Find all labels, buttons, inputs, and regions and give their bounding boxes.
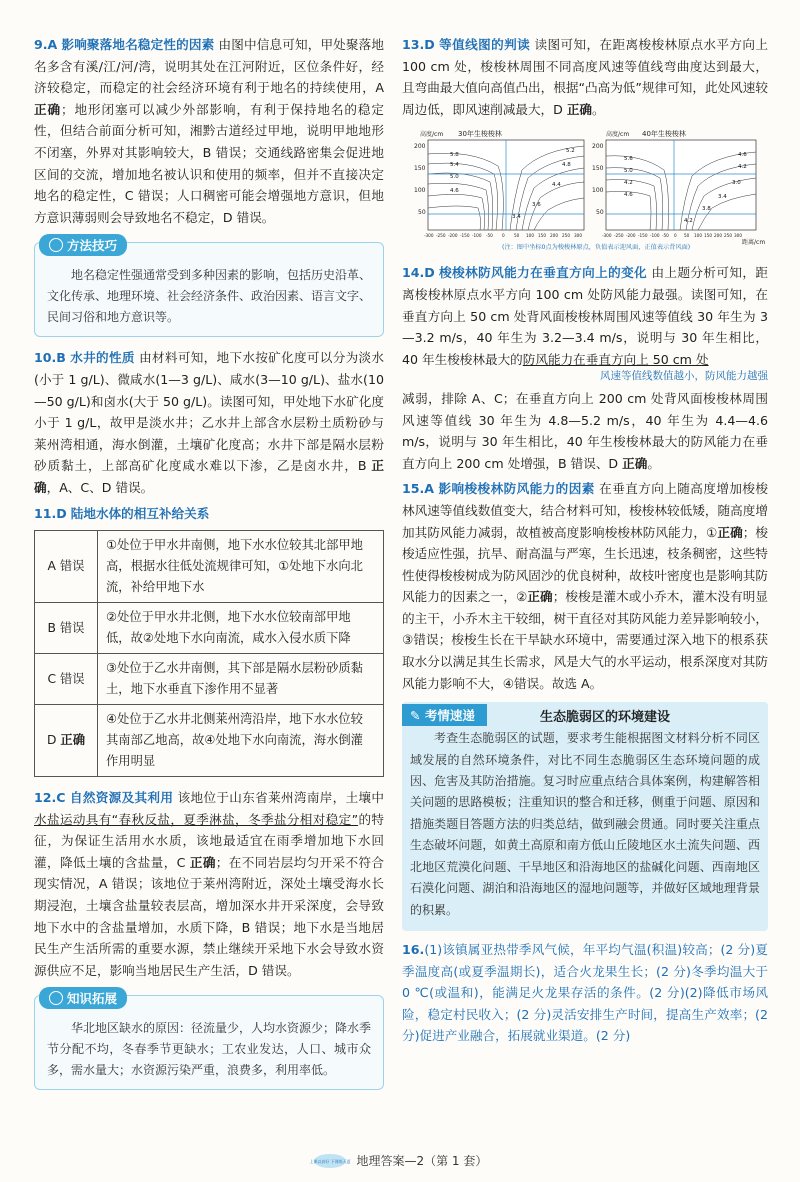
q9-paragraph (34, 34, 384, 228)
q14-text-a: 由上题分析可知，距离梭梭林原点水平方向 100 cm 处防风能力最强。读图可知，在垂直方向上 50 cm 处背风面梭梭林周围风速等值线 30 年生为 3—3.2 m/s，40 年生为 3.2—3.4 m/s，说明与 30 年生相比，40 年生梭梭林最大的 (402, 265, 768, 367)
exam-focus-tag: ✎ 考情速递 (402, 704, 487, 726)
fig-ylabel-right: 高度/cm (606, 131, 630, 139)
fig-xtick: 50 (514, 233, 520, 239)
fig-xtick: 50 (684, 233, 690, 239)
fig-contour-label: 5.6 (624, 156, 633, 163)
q10-topic: 水井的性质 (70, 350, 135, 366)
fig-ytick: 200 (592, 143, 604, 151)
q15-number: 15.A (402, 481, 435, 497)
q9-number: 9.A (34, 37, 58, 52)
fig-xtick: -50 (662, 233, 669, 239)
q15-text-b: ；梭梭适应性强，抗旱、耐高温与严寒，生长迅速，枝条稠密，这些特性使得梭梭树成为防风固沙的优良树种，故枝叶密度也是影响其防风能力的因素之一，② (402, 524, 769, 605)
fig-left-title: 30年生梭梭林 (458, 130, 502, 139)
q15-topic: 影响梭梭林防风能力的因素 (438, 481, 595, 497)
fig-contour-label: 5.4 (450, 162, 459, 169)
q10-number: 10.B (34, 350, 66, 366)
q10-ok: 正确 (34, 458, 384, 495)
fig-contour-label: 5.8 (450, 152, 459, 159)
method-tips-text: 地名稳定性强通常受到多种因素的影响，包括历史沿革、文化传承、地理环境、社会经济条件、政治因素、语言文字、民间习俗和地方意识等。 (47, 268, 372, 325)
fig-contour-label: 4.6 (450, 188, 459, 195)
table-row (35, 603, 384, 654)
q11-topic: 陆地水体的相互补给关系 (70, 505, 210, 521)
fig-contour-label: 4.2 (684, 218, 693, 225)
fig-contour-label: 4.2 (738, 164, 747, 171)
fig-xlabel: 距离/cm (742, 239, 766, 247)
fig-xtick: -300 (424, 233, 434, 239)
q14-number: 14.D (402, 265, 435, 281)
q13-ok: 正确 (566, 101, 593, 117)
fig-xtick: -250 (436, 233, 446, 239)
q11-number: 11.D (34, 505, 67, 521)
fig-xtick: 300 (734, 233, 742, 239)
exam-focus-label: 考情速递 (424, 708, 475, 724)
q12-paragraph (34, 787, 384, 981)
q15-paragraph (402, 478, 768, 694)
fig-xtick: 150 (538, 233, 546, 239)
fig-contour-label: 3.4 (512, 214, 521, 221)
table-row (35, 531, 384, 603)
q9-text-b: ；地形闭塞可以减少外部影响，有利于保持地名的稳定性，但结合前面分析可知，湘黔古道经过甲地，说明甲地地形不闭塞，外界对其影响较大，B 错误；交通线路密集会促进地区间的交流，增加地名被认识和使用的频率，但并不直接决定地名的稳定性，C 错误；人口稠密可能会增强地方意识，但地方意识薄弱则会导致地名不稳定，D 错误。 (34, 101, 385, 225)
q13-text-a: 读图可知，在距离梭梭林原点水平方向上 100 cm 处，梭梭林周围不同高度风速等值线弯曲度达到最大，且弯曲最大值向高值凸出，根据“凸高为低”规律可知，此处风速较周边低，即风速削减最大，D (402, 37, 768, 117)
fig-right-title: 40年生梭梭林 (642, 130, 686, 139)
q12-topic: 自然资源及其利用 (69, 790, 174, 806)
q12-number: 12.C (34, 790, 66, 806)
fig-contour-label: 4.2 (624, 180, 633, 187)
fig-ytick: 50 (418, 209, 426, 217)
q15-text-c: ；梭梭是灌木或小乔木，灌木没有明显的主干，小乔木主干较细，树干直径对其防风能力差异影响较小，③错误；梭梭生长在干旱缺水环境中，需要通过深入地下的根系获取水分以满足其生长需求，风是大气的水平运动，根系深度对其防风能力影响不大，④错误。故选 A。 (402, 589, 769, 691)
page-footer (0, 1152, 800, 1169)
q14-topic: 梭梭林防风能力在垂直方向上的变化 (439, 265, 648, 281)
fig-xtick: -200 (626, 233, 636, 239)
q16-number: 16. (402, 941, 425, 957)
fig-xtick: -150 (460, 233, 470, 239)
method-tips-tag (39, 234, 127, 256)
fig-xtick: 0 (502, 233, 505, 239)
q10-text-b: ，A、C、D 错误。 (46, 479, 154, 495)
fig-caption: (注：图中坐标0点为梭梭林原点，负值表示迎风面，正值表示背风面) (502, 244, 691, 252)
q13-text-b: 。 (592, 101, 605, 117)
fig-contour-label: 3.4 (718, 194, 727, 201)
fig-ylabel-left: 高度/cm (420, 131, 444, 139)
fig-contour-label: 5.2 (566, 148, 575, 155)
exam-focus-header (410, 702, 760, 728)
q11-row-text: ④处位于乙水井北侧莱州湾沿岸，地下水水位较其南部乙地高，故④处地下水向南流，海水倒灌作用明显 (98, 705, 384, 777)
q15-ok2: 正确 (527, 589, 553, 605)
q11-row-text: ①处位于甲水井南侧，地下水水位较其北部甲地高，根据水往低处流规律可知，①处地下水向北流，补给甲地下水 (98, 531, 384, 603)
q14-annotation: 风速等值线数值越小，防风能力越强 (600, 370, 768, 383)
fig-contour-label: 5.0 (450, 174, 459, 181)
q16-paragraph (402, 939, 768, 1047)
q9-ok: 正确 (34, 101, 61, 117)
method-tips-box (34, 238, 384, 337)
q15-text-a: 在垂直方向上随高度增加梭梭林风速等值线数值变大，结合材料可知，梭梭林较低矮，随高度增加其防风能力减弱，故植被高度影响梭梭林防风能力，① (402, 481, 768, 540)
fig-xtick: -300 (602, 233, 612, 239)
knowledge-ext-label: 知识拓展 (67, 991, 118, 1007)
q11-row-key-text: D (47, 733, 61, 748)
footer-text: 地理答案—2（第 1 套） (356, 1154, 488, 1168)
fig-xtick: 250 (562, 233, 570, 239)
fig-ytick: 150 (592, 165, 604, 173)
q10-paragraph (34, 347, 384, 498)
table-row (35, 705, 384, 777)
fig-xtick: 100 (694, 233, 702, 239)
brand-logo-text: 上课以真好 下课练天夏 (308, 1159, 351, 1164)
table-row (35, 654, 384, 705)
q12-text-a: 该地位于山东省莱州湾南岸，土壤中 (177, 790, 385, 806)
q13-topic: 等值线图的判读 (439, 37, 531, 52)
exam-focus-title: 生态脆弱区的环境建设 (540, 710, 671, 726)
q14-text-c: 。 (647, 455, 660, 471)
fig-xtick: 150 (704, 233, 712, 239)
q11-row-key: B 错误 (35, 603, 98, 654)
method-tips-label: 方法技巧 (67, 238, 118, 254)
fig-ytick: 100 (414, 187, 426, 195)
q11-row-key: A 错误 (35, 531, 98, 603)
q12-text-c: ；在不同岩层均匀开采不符合现实情况，A 错误；该地位于莱州湾附近，深处土壤受海水长期浸泡，土壤含盐量较表层高，增加深水井开采深度，会导致地下水中的含盐量增加，水质下降，B 错误；地下水是当地居民生产生活所需的重要水源，禁止继续开采地下水会导致水资源供应不足，影响当地居民生产生活，D 错误。 (34, 854, 385, 978)
fig-contour-label: 5.0 (624, 168, 633, 175)
fig-contour-label: 4.8 (562, 162, 571, 169)
q16-text: (1)该镇属亚热带季风气候，年平均气温(积温)较高；(2 分)夏季温度高(或夏季温期长)，适合火龙果生长；(2 分)冬季均温大于 0 ℃(或温和)，能满足火龙果存活的条件。(2 分)(2)降低市场风险，稳定村民收入；(2 分)灵活安排生产时间，提高生产效率；(2 分)促进产业融合，拓展就业渠道。(2 分) (402, 941, 768, 1044)
q12-ok: 正确 (189, 854, 216, 870)
fig-xtick: 250 (724, 233, 732, 239)
fig-xtick: -100 (650, 233, 660, 239)
contour-chart (402, 126, 768, 250)
book-icon (49, 991, 63, 1005)
fig-ytick: 200 (414, 143, 426, 151)
fig-xtick: -100 (472, 233, 482, 239)
q12-text-b: 的特征，为保证生活用水水质，该地最适宜在雨季增加地下水回灌，降低土壤的含盐量，C (34, 811, 385, 870)
q13-paragraph (402, 34, 768, 120)
q14-paragraph (402, 262, 768, 370)
q11-row-key-ok: 正确 (60, 733, 85, 748)
fig-ytick: 150 (414, 165, 426, 173)
q9-text-a: 由图中信息可知，甲处聚落地名多含有溪/江/河/湾，说明其处在江河附近，区位条件好，经济较稳定，而稳定的社会经济环境有利于地名的持续使用，A (34, 37, 385, 96)
fig-xtick: -50 (486, 233, 493, 239)
q15-ok1: 正确 (717, 524, 743, 540)
knowledge-ext-text: 华北地区缺水的原因：径流量少，人均水资源少；降水季节分配不均，冬春季节更缺水；工农业发达，人口、城市众多，需水量大；水资源污染严重，浪费多，利用率低。 (47, 1021, 372, 1078)
q11-row-text: ②处位于甲水井北侧，地下水水位较南部甲地低，故②处地下水向南流，咸水入侵水质下降 (98, 603, 384, 654)
knowledge-ext-box (34, 991, 384, 1090)
fig-contour-label: 4.6 (624, 192, 633, 199)
brand-logo-icon (308, 1153, 351, 1169)
wind-speed-figure (402, 126, 768, 254)
q14-ok: 正确 (622, 455, 648, 471)
left-column (34, 34, 384, 1100)
fig-contour-label: 3.6 (532, 202, 541, 209)
tips-icon (49, 238, 63, 252)
fig-xtick: 200 (714, 233, 722, 239)
fig-contour-label: 4.4 (552, 182, 561, 189)
fig-contour-label: 3.8 (702, 206, 711, 213)
fig-xtick: 100 (526, 233, 534, 239)
exam-focus-text: 考查生态脆弱区的试题，要求考生能根据图文材料分析不同区域发展的自然环境条件，对比不同生态脆弱区生态环境问题的成因、危害及其防治措施。复习时应重点结合具体案例，构建解答相关问题的思路模板；注重知识的整合和迁移，侧重于问题、原因和措施类题目答题方法的归类总结，做到融会贯通。同时要关注重点生态破坏问题，如黄土高原和南方低山丘陵地区水土流失问题、西北地区荒漠化问题、干旱地区和沿海地区的盐碱化问题、西南地区石漠化问题、湖泊和沿海地区的湿地问题等，并做好区域地理背景的积累。 (410, 731, 760, 917)
q14-paragraph-cont (402, 388, 768, 474)
q14-text-b: 减弱，排除 A、C；在垂直方向上 200 cm 处背风面梭梭林周围风速等值线 30 年生为 4.8—5.2 m/s，40 年生为 4.4—4.6 m/s，说明与 30 年生相比，40 年生梭梭林最大的防风能力在垂直方向上 200 cm 处增强，B 错误、D (402, 390, 768, 471)
q9-topic: 影响聚落地名稳定性的因素 (61, 37, 215, 52)
q11-row-key: C 错误 (35, 654, 98, 705)
q14-underline: 防风能力在垂直方向上 50 cm 处 (522, 351, 709, 367)
fig-contour-label: 4.6 (738, 152, 747, 159)
fig-contour-label: 3.0 (732, 180, 741, 187)
fig-xtick: 200 (550, 233, 558, 239)
right-column (402, 34, 768, 1047)
q11-row-text: ③处位于乙水井南侧，其下部是隔水层粉砂质黏土，地下水垂直下渗作用不显著 (98, 654, 384, 705)
fig-xtick: 300 (574, 233, 582, 239)
exam-focus-box (402, 702, 768, 931)
q11-table (34, 530, 384, 777)
fig-xtick: -250 (614, 233, 624, 239)
fig-xtick: -200 (448, 233, 458, 239)
q10-text-a: 由材料可知，地下水按矿化度可以分为淡水(小于 1 g/L)、微咸水(1—3 g/L)、咸水(3—10 g/L)、盐水(10—50 g/L)和卤水(大于 50 g/L)。读图可知，甲处地下水矿化度小于 1 g/L，故甲是淡水井；乙水井上部含水层粉土质粉砂与莱州湾相通，海水倒灌，土壤矿化度高；水井下部是隔水层粉砂质黏土，上部高矿化度咸水难以下渗，乙是卤水井，B (34, 350, 385, 474)
q12-underline: 水盐运动具有“春秋反盐，夏季淋盐，冬季盐分相对稳定” (34, 811, 359, 827)
q11-row-key (35, 705, 98, 777)
q13-number: 13.D (402, 37, 435, 52)
fig-xtick: -150 (638, 233, 648, 239)
fig-xtick: 0 (674, 233, 677, 239)
knowledge-ext-tag (39, 987, 127, 1009)
fig-ytick: 100 (592, 187, 604, 195)
fig-ytick: 50 (596, 209, 604, 217)
q11-heading (34, 503, 384, 525)
